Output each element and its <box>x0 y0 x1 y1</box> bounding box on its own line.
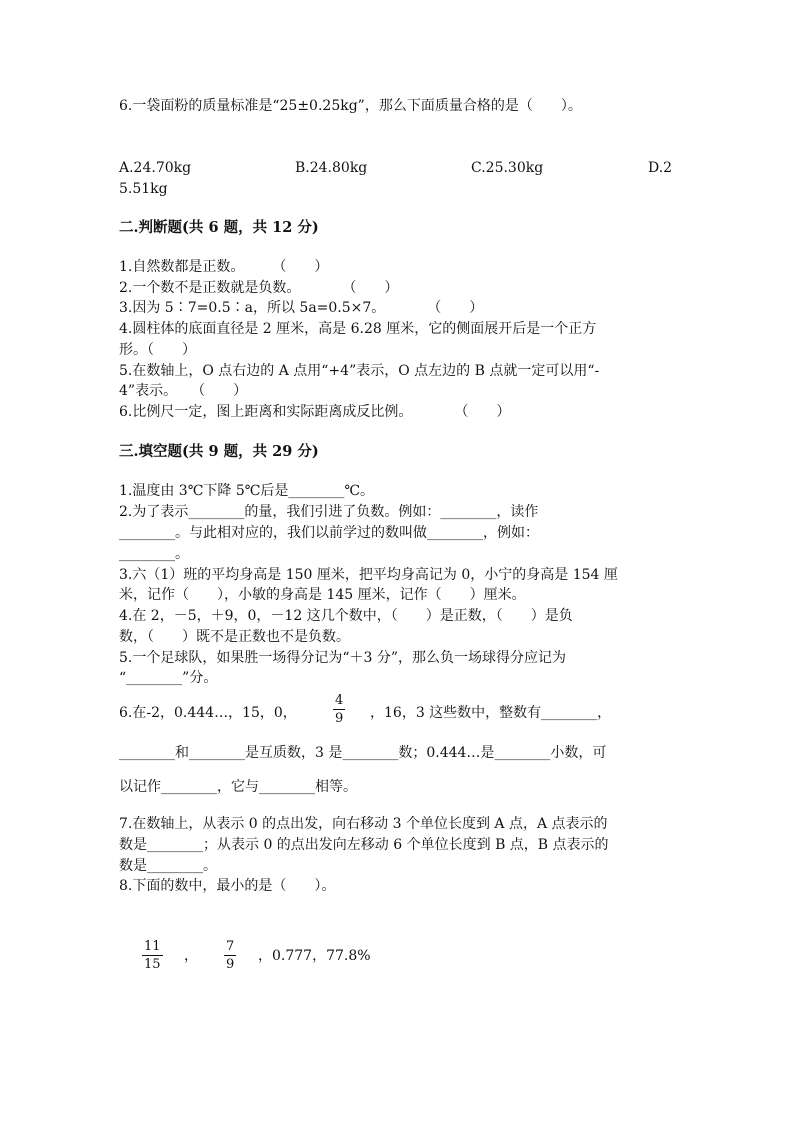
fraction <box>224 939 236 972</box>
judge-line: 6.比例尺一定，图上距离和实际距离成反比例。 （ ） <box>119 404 511 420</box>
fraction-denominator: 15 <box>144 957 161 972</box>
fraction <box>142 939 163 972</box>
section-3-title: 三.填空题(共 9 题，共 29 分) <box>119 443 319 460</box>
q6-fill-line3: 以记作________，它与________相等。 <box>119 779 357 795</box>
fill-line: 2.为了表示________的量，我们引进了负数。例如：________，读作 <box>119 504 539 520</box>
judge-line: 5.在数轴上，O 点右边的 A 点用“+4”表示，O 点左边的 B 点就一定可以用“- <box>119 363 600 379</box>
option-c: C.25.30kg <box>471 160 544 176</box>
fill-line: 1.温度由 3℃下降 5℃后是________℃。 <box>119 483 375 499</box>
q8-stem: 8.下面的数中，最小的是（ ）。 <box>119 878 336 894</box>
fraction-bar <box>333 709 345 710</box>
q7-line: 7.在数轴上，从表示 0 的点出发，向右移动 3 个单位长度到 A 点，A 点表示的 <box>119 816 608 832</box>
judge-line: 4”表示。 （ ） <box>119 383 248 399</box>
option-b: B.24.80kg <box>295 160 368 176</box>
q6-fill-pre: 6.在-2，0.444…，15，0， <box>119 705 297 721</box>
fraction-numerator: 7 <box>226 939 235 954</box>
judge-line: 3.因为 5∶7=0.5∶a，所以 5a=0.5×7。 （ ） <box>119 300 484 316</box>
fill-line: 3.六（1）班的平均身高是 150 厘米，把平均身高记为 0，小宁的身高是 154 厘 <box>119 567 618 583</box>
q6-fill-line2: ________和________是互质数，3 是________数；0.444…是________小数，可 <box>119 745 607 761</box>
option-d-wrap: 5.51kg <box>119 181 168 197</box>
section-2-title: 二.判断题(共 6 题，共 12 分) <box>119 219 319 236</box>
judge-line: 1.自然数都是正数。 （ ） <box>119 259 329 275</box>
fraction-numerator: 4 <box>335 693 344 708</box>
fraction-denominator: 9 <box>335 711 344 726</box>
fill-line: “________”分。 <box>119 670 218 686</box>
fraction-bar <box>142 955 163 956</box>
fraction <box>333 693 345 726</box>
option-d: D.2 <box>648 160 673 176</box>
option-a: A.24.70kg <box>119 160 192 176</box>
fill-line: ________。 <box>119 546 189 562</box>
fill-line: 5.一个足球队，如果胜一场得分记为“＋3 分”，那么负一场球得分应记为 <box>119 650 567 666</box>
fill-line: ________。与此相对应的，我们以前学过的数叫做________，例如： <box>119 525 539 541</box>
fill-line: 米，记作（ ），小敏的身高是 145 厘米，记作（ ）厘米。 <box>119 587 526 603</box>
fill-line: 数，（ ）既不是正数也不是负数。 <box>119 629 350 645</box>
fraction-numerator: 11 <box>144 939 161 954</box>
q7-line: 数是________。 <box>119 858 217 874</box>
question-6-stem: 6.一袋面粉的质量标准是“25±0.25kg”，那么下面质量合格的是（ ）。 <box>119 98 582 114</box>
fraction-denominator: 9 <box>226 957 235 972</box>
q6-fill-post: ，16，3 这些数中，整数有________， <box>370 705 612 721</box>
fill-line: 4.在 2，－5，＋9，0，－12 这几个数中，（ ）是正数，（ ）是负 <box>119 608 573 624</box>
judge-line: 形。（ ） <box>119 342 196 358</box>
q7-line: 数是________；从表示 0 的点出发向左移动 6 个单位长度到 B 点，B 点表示的 <box>119 837 609 853</box>
judge-line: 2.一个数不是正数就是负数。 （ ） <box>119 280 399 296</box>
q8-separator: ， <box>184 948 198 964</box>
q8-tail: ，0.777，77.8% <box>258 948 371 964</box>
judge-line: 4.圆柱体的底面直径是 2 厘米，高是 6.28 厘米，它的侧面展开后是一个正方 <box>119 321 597 337</box>
fraction-bar <box>224 955 236 956</box>
